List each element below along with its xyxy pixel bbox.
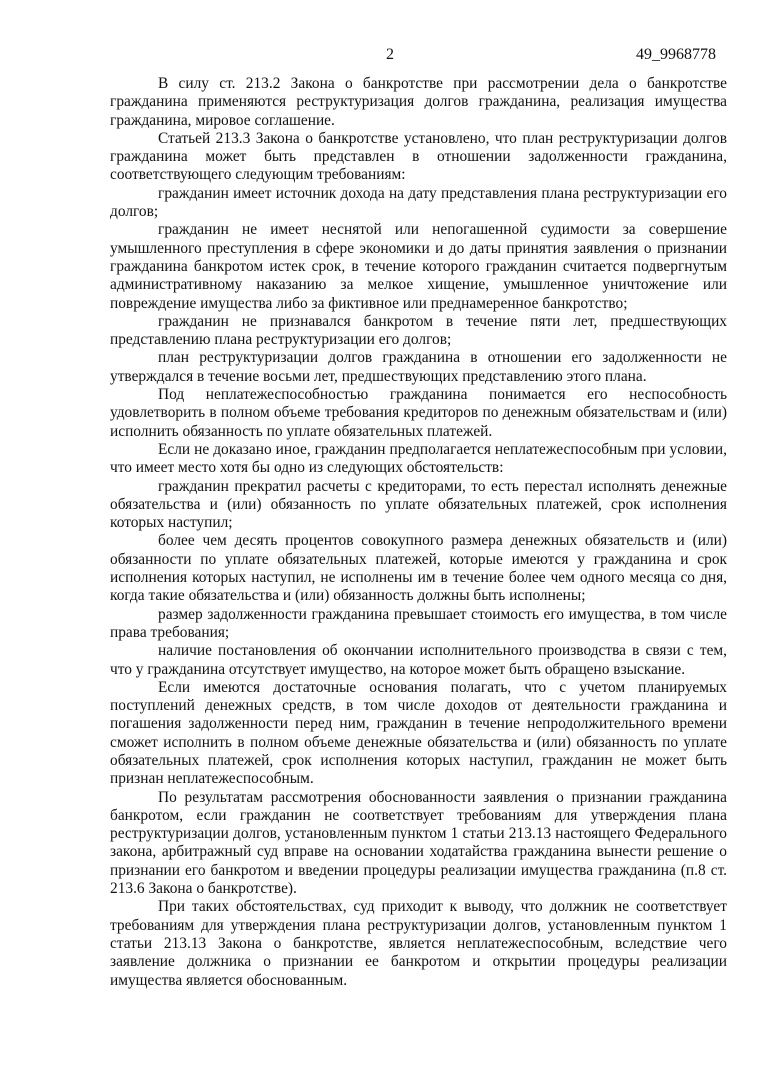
paragraph: гражданин имеет источник дохода на дату представления плана реструктуризации его долгов; — [110, 184, 727, 221]
paragraph: размер задолженности гражданина превышает стоимость его имущества, в том числе права требования; — [110, 605, 727, 641]
paragraph: гражданин прекратил расчеты с кредиторами, то есть перестал исполнять денежные обязательства и (или) обязанность по уплате обязательных платежей, срок исполнения которых наступил; — [110, 477, 727, 532]
paragraph: Если не доказано иное, гражданин предполагается неплатежеспособным при условии, что имеет место хотя бы одно из следующих обстоятельств: — [110, 440, 727, 477]
paragraph: По результатам рассмотрения обоснованности заявления о признании гражданина банкротом, если гражданин не соответствует требованиям для утверждения плана реструктуризации долгов, установленным пунктом 1 статьи 213.13 настоящего Федерального закона, арбитражный суд вправе на основании ходатайства гражданина вынести решение о признании его банкротом и введении процедуры реализации имущества гражданина (п.8 ст. 213.6 Закона о банкротстве). — [110, 788, 727, 898]
paragraph: более чем десять процентов совокупного размера денежных обязательств и (или) обязанности по уплате обязательных платежей, которые имеются у гражданина и срок исполнения которых наступил, не исполнены им в течение более чем одного месяца со дня, когда такие обязательства и (или) обязанность должны быть исполнены; — [110, 532, 727, 605]
document-id: 49_9968778 — [636, 46, 716, 63]
page-number: 2 — [386, 46, 394, 63]
paragraph: В силу ст. 213.2 Закона о банкротстве при рассмотрении дела о банкротстве гражданина применяются реструктуризация долгов гражданина, реализация имущества гражданина, мировое соглашение. — [110, 75, 727, 129]
paragraph: план реструктуризации долгов гражданина в отношении его задолженности не утверждался в течение восьми лет, предшествующих представлению этого плана. — [110, 349, 727, 385]
document-body — [110, 75, 727, 990]
paragraph: наличие постановления об окончании исполнительного производства в связи с тем, что у гражданина отсутствует имущество, на которое может быть обращено взыскание. — [110, 642, 727, 678]
paragraph: Если имеются достаточные основания полагать, что с учетом планируемых поступлений денежных средств, в том числе доходов от деятельности гражданина и погашения задолженности перед ним, гражданин в течение непродолжительного времени сможет исполнить в полном объеме денежные обязательства и (или) обязанность по уплате обязательных платежей, срок исполнения которых наступил, гражданин не может быть признан неплатежеспособным. — [110, 678, 727, 788]
paragraph: Статьей 213.3 Закона о банкротстве установлено, что план реструктуризации долгов гражданина может быть представлен в отношении задолженности гражданина, соответствующего следующим требованиям: — [110, 129, 727, 184]
paragraph: Под неплатежеспособностью гражданина понимается его неспособность удовлетворить в полном объеме требования кредиторов по денежным обязательствам и (или) исполнить обязанность по уплате обязательных платежей. — [110, 386, 727, 440]
paragraph: гражданин не признавался банкротом в течение пяти лет, предшествующих представлению плана реструктуризации его долгов; — [110, 312, 727, 349]
paragraph: При таких обстоятельствах, суд приходит к выводу, что должник не соответствует требованиям для утверждения плана реструктуризации долгов, установленным пунктом 1 статьи 213.13 Закона о банкротстве, является неплатежеспособным, вследствие чего заявление должника о признании ее банкротом и открытии процедуры реализации имущества является обоснованным. — [110, 898, 727, 989]
paragraph: гражданин не имеет неснятой или непогашенной судимости за совершение умышленного преступления в сфере экономики и до даты принятия заявления о признании гражданина банкротом истек срок, в течение которого гражданин считается подвергнутым административному наказанию за мелкое хищение, умышленное уничтожение или повреждение имущества либо за фиктивное или преднамеренное банкротство; — [110, 221, 727, 312]
